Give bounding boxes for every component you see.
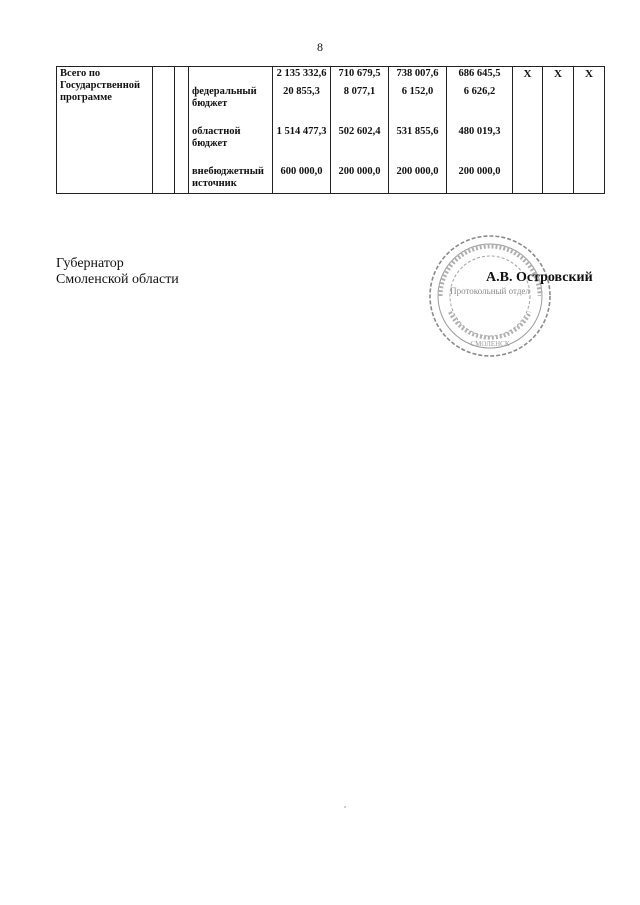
- program-label-cell: [57, 67, 153, 194]
- stamp-city: СМОЛЕНСК: [470, 340, 510, 348]
- empty-cell: [153, 67, 175, 194]
- source-value: 531 855,6: [389, 125, 447, 165]
- page-number: 8: [317, 40, 323, 54]
- source-label-cell: [189, 67, 273, 86]
- source-value: 502 602,4: [331, 125, 389, 165]
- source-value: 600 000,0: [273, 165, 331, 194]
- source-label: областной бюджет: [189, 125, 273, 165]
- total-value: 686 645,5: [447, 67, 513, 86]
- source-value: 200 000,0: [331, 165, 389, 194]
- source-value: 6 152,0: [389, 85, 447, 125]
- scan-speck: [344, 806, 346, 808]
- source-value: 8 077,1: [331, 85, 389, 125]
- x-mark: X: [574, 67, 605, 194]
- signer-position: Губернатор: [56, 256, 124, 271]
- source-value: 480 019,3: [447, 125, 513, 165]
- x-mark: X: [513, 67, 543, 194]
- signer-name: А.В. Островский: [486, 270, 593, 285]
- total-value: 710 679,5: [331, 67, 389, 86]
- budget-table: [56, 66, 605, 194]
- signer-title: [56, 256, 179, 288]
- total-value: 738 007,6: [389, 67, 447, 86]
- source-value: 6 626,2: [447, 85, 513, 125]
- source-value: 20 855,3: [273, 85, 331, 125]
- source-label: федеральный бюджет: [189, 85, 273, 125]
- x-mark: X: [543, 67, 574, 194]
- stamp-department: Протокольный отдел: [450, 286, 530, 296]
- empty-cell: [175, 67, 189, 194]
- official-seal: [426, 232, 554, 360]
- source-value: 200 000,0: [447, 165, 513, 194]
- source-label: внебюджетный источник: [189, 165, 273, 194]
- source-value: 200 000,0: [389, 165, 447, 194]
- signer-region: Смоленской области: [56, 272, 179, 287]
- table-row-total: [57, 67, 605, 86]
- source-value: 1 514 477,3: [273, 125, 331, 165]
- total-value: 2 135 332,6: [273, 67, 331, 86]
- program-label: Всего по Государственной программе: [60, 68, 141, 103]
